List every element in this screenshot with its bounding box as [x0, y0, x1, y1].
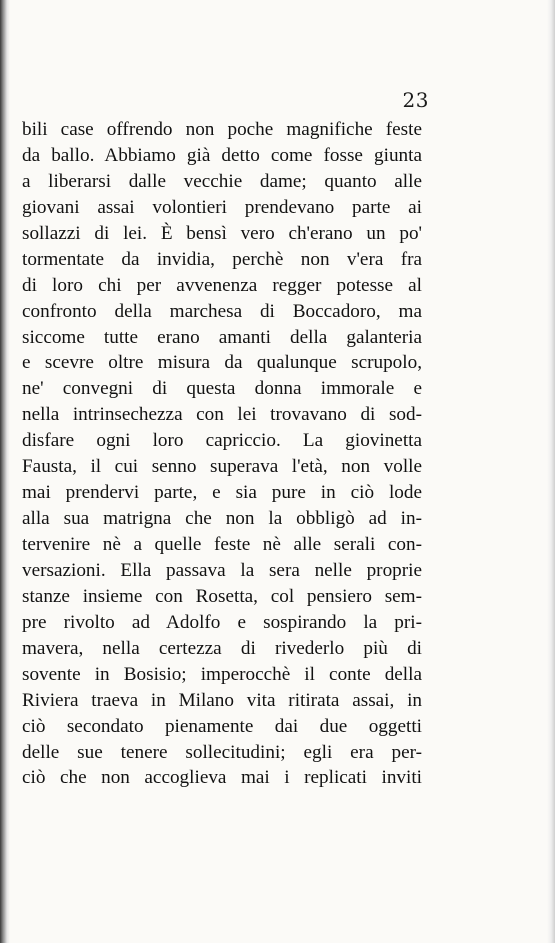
text-line: ciò secondato pienamente dai due oggetti [22, 715, 422, 737]
text-line: nella intrinsechezza con lei trovavano di sod- [22, 404, 422, 426]
page-number: 23 [402, 88, 429, 112]
text-line: alla sua matrigna che non la obbligò ad in- [22, 508, 422, 530]
text-line: versazioni. Ella passava la sera nelle proprie [22, 559, 422, 581]
text-line: sovente in Bosisio; imperocchè il conte della [22, 663, 422, 685]
text-line: delle sue tenere sollecitudini; egli era per- [22, 741, 422, 763]
text-line: stanze insieme con Rosetta, col pensiero sem- [22, 585, 422, 607]
text-line: pre rivolto ad Adolfo e sospirando la pri- [22, 611, 422, 633]
text-line: siccome tutte erano amanti della galanteria [22, 326, 422, 348]
text-line: sollazzi di lei. È bensì vero ch'erano un po' [22, 222, 422, 244]
text-line: mavera, nella certezza di rivederlo più di [22, 637, 422, 659]
text-line: di loro chi per avvenenza regger potesse al [22, 274, 422, 296]
text-line: da ballo. Abbiamo già detto come fosse giunta [22, 144, 422, 166]
text-line: confronto della marchesa di Boccadoro, ma [22, 300, 422, 322]
text-line: ciò che non accoglieva mai i replicati inviti [22, 767, 422, 789]
text-line: bili case offrendo non poche magnifiche feste [22, 119, 422, 140]
text-line: a liberarsi dalle vecchie dame; quanto alle [22, 170, 422, 192]
text-line: ne' convegni di questa donna immorale e [22, 378, 422, 400]
text-line: giovani assai volontieri prendevano parte ai [22, 196, 422, 218]
text-line: tormentate da invidia, perchè non v'era fra [22, 248, 422, 270]
text-line: e scevre oltre misura da qualunque scrupolo, [22, 352, 422, 374]
page-outer-edge [547, 0, 555, 943]
text-line: disfare ogni loro capriccio. La giovinetta [22, 430, 422, 452]
body-text [22, 117, 422, 791]
text-line: mai prendervi parte, e sia pure in ciò lode [22, 482, 422, 504]
text-line: Riviera traeva in Milano vita ritirata assai, in [22, 689, 422, 711]
text-line: tervenire nè a quelle feste nè alle serali con- [22, 534, 422, 555]
text-line: Fausta, il cui senno superava l'età, non volle [22, 456, 422, 478]
page-binding-edge [0, 0, 10, 943]
